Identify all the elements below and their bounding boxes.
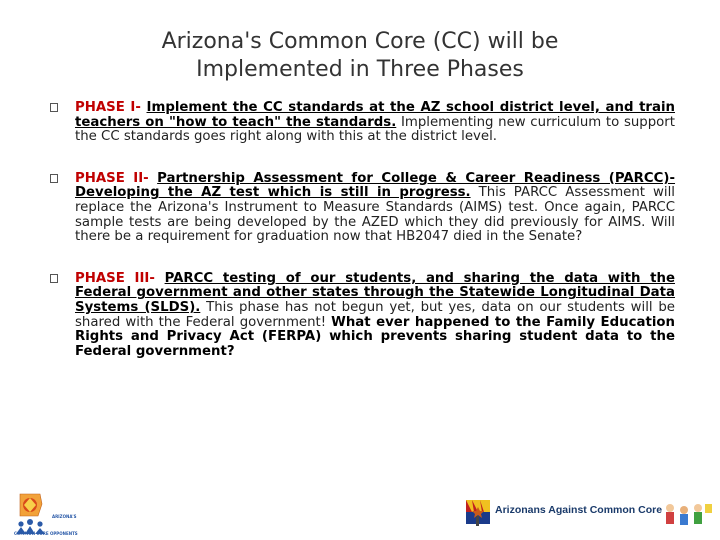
arizona-flag-icon [466,500,490,526]
phase-3-body: This phase has not begun yet, but yes, data on our students will be shared with the Federal government! [75,299,675,330]
children-icon [666,504,712,525]
left-logo-subtitle: ARIZONA'S [52,514,77,519]
bullet-box-icon [50,174,58,183]
phase-3-emphasis: What ever happened to the Family Education Rights and Privacy Act (FERPA) which prevents sharing student data to the Federal government? [75,314,675,359]
phase-1-item [50,101,675,145]
slide-title-line-1: Arizona's Common Core (CC) will be [161,29,559,54]
phase-3-item [50,272,675,360]
phase-3-heading: PARCC testing of our students, and sharing the data with the Federal government and other states through the Statewide Longitudinal Data Systems (SLDS). [75,270,675,315]
phase-3-label: PHASE III- [75,270,165,286]
phase-2-item [50,172,675,245]
phase-1-body: Implementing new curriculum to support the CC standards goes right along with this at the district level. [75,114,675,145]
slide-title-line-2: Implemented in Three Phases [196,57,524,82]
phase-1-label: PHASE I- [75,100,147,115]
phase-2-heading: Partnership Assessment for College & Career Readiness (PARCC)- Developing the AZ test which is still in progress. [75,170,676,201]
bullet-box-icon [50,274,58,283]
left-logo-name: COMMON CORE OPPONENTS [14,531,78,536]
brand-name: Arizonans Against Common Core [495,504,663,516]
phase-2-body: This PARCC Assessment will replace the Arizona's Instrument to Measure Standards (AIMS) test. Once again, PARCC sample tests are being developed by the AZED which they did previously for AIMS. Will there be a requirement for graduation now that HB2047 died in the Senate? [75,185,675,245]
bullet-box-icon [50,103,58,112]
phase-2-label: PHASE II- [75,170,158,186]
phase-list [50,101,675,359]
slide-title [100,28,620,84]
phase-1-heading: Implement the CC standards at the AZ school district level, and train teachers on "how to teach" the standards. [75,100,675,130]
arizona-opponents-logo [10,486,90,536]
